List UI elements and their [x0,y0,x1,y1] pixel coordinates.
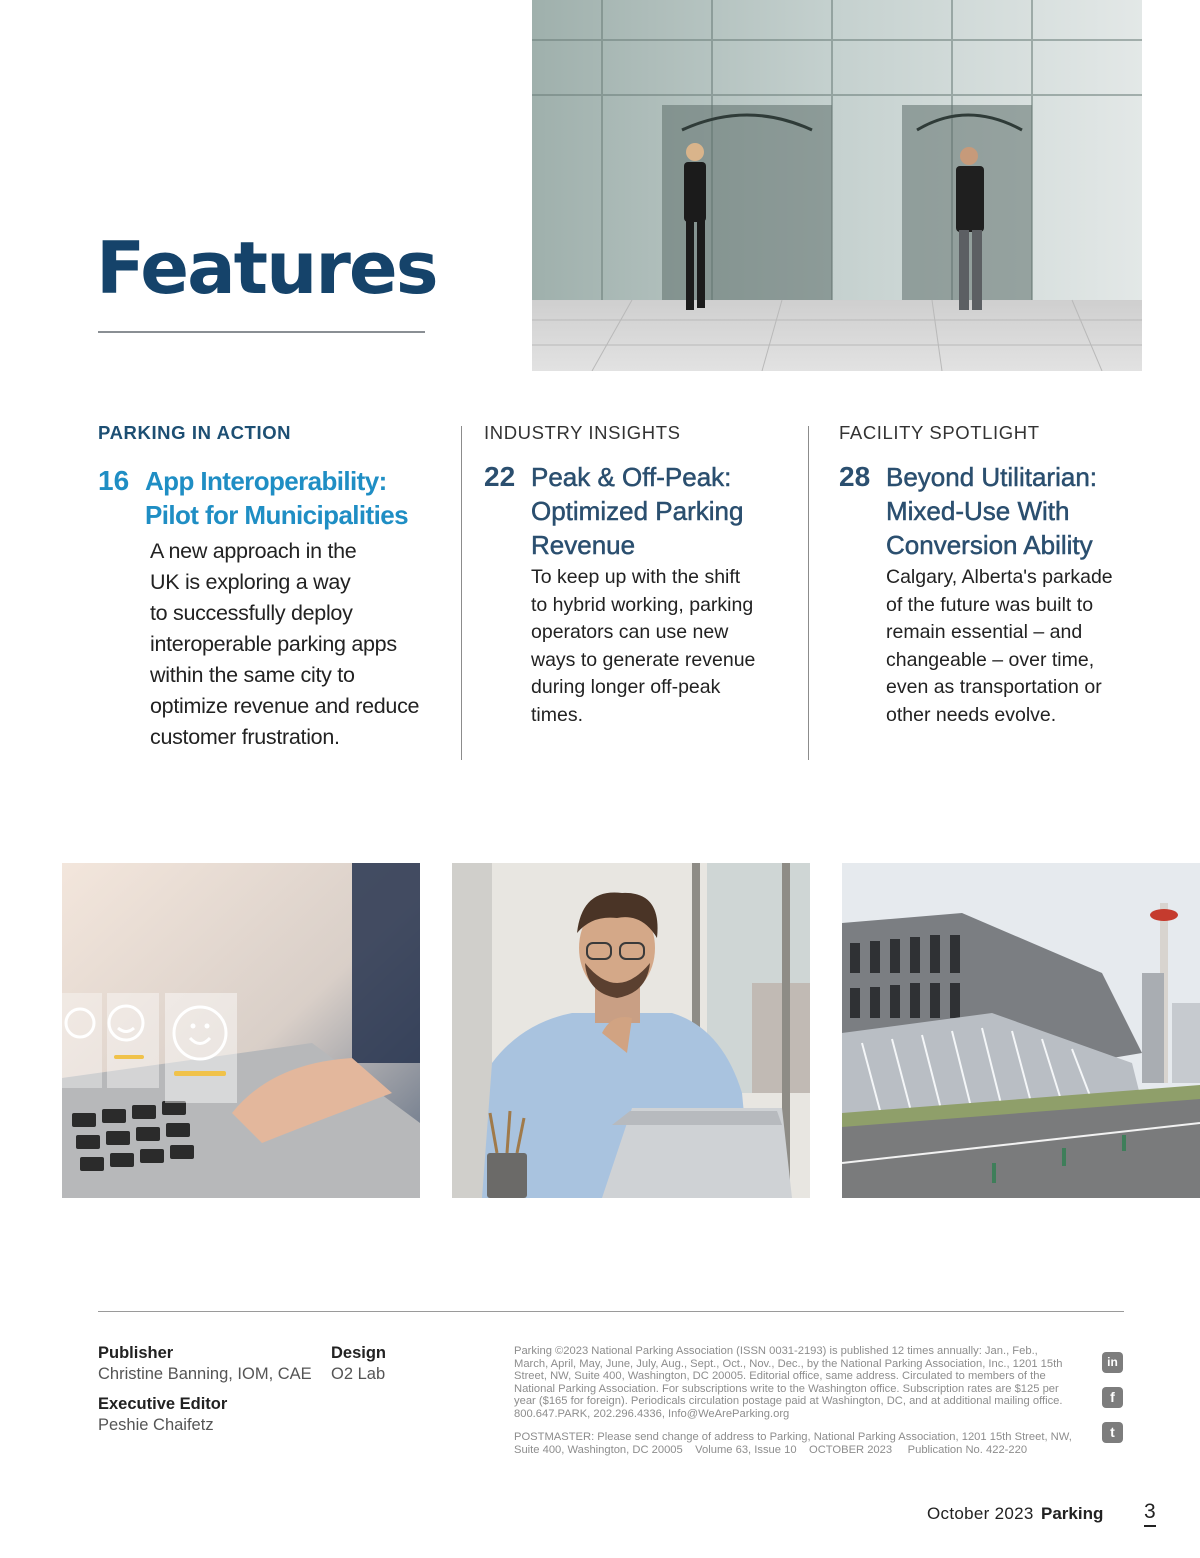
feature-page-number: 16 [98,465,130,496]
hero-photo [532,0,1142,371]
masthead-divider [98,1311,1124,1312]
feature-item-22[interactable] [484,420,784,729]
publication-notice: Parking ©2023 National Parking Association (ISSN 0031-2193) is published 12 times annually: Jan., Feb., March, April, May, June, July, Aug., Sept., Oct., Nov., Dec., by the National Parking Association, Inc., 1201 15th Street, NW, Suite 400, Washington, DC 20005. Editorial office, same address. Circulated to members of the National Parking Association. For subscriptions write to the Washington office. Subscription rates are $125 per year ($165 for foreign). Periodicals circulation postage paid at Washington, DC, and at additional mailing office. 800.647.PARK, 202.296.4336, Info@WeAreParking.org [514,1345,1063,1420]
postmaster-notice: POSTMASTER: Please send change of address to Parking, National Parking Association, 1201 15th Street, NW, Suite 400, Washington, DC 20005 Volume 63, Issue 10 OCTOBER 2023 Publication No. 422-220 [514,1431,1072,1456]
magazine-name: Parking [1041,1504,1104,1523]
credit-publisher: Publisher Christine Banning, IOM, CAE [98,1344,312,1383]
feature-page-number: 22 [484,461,516,492]
feature-description: Calgary, Alberta's parkade of the future was built to remain essential – and changeable – over time, even as transportation or other needs evolve. [886,566,1113,726]
page-number: 3 [1144,1500,1156,1527]
feature-item-28[interactable] [839,420,1159,729]
credit-design: Design O2 Lab [331,1344,387,1383]
feature-title[interactable]: Peak & Off-Peak: Optimized Parking Revenue [531,462,744,560]
page-title: Features [96,226,437,310]
column-divider [461,426,462,760]
issue-date: October 2023 [927,1504,1034,1523]
section-label: PARKING IN ACTION [98,422,292,443]
tumblr-icon[interactable]: t [1102,1422,1123,1443]
feature-photo-calgary-parkade[interactable] [842,863,1200,1198]
column-divider [808,426,809,760]
feature-title[interactable]: App Interoperability: Pilot for Municipalities [145,466,408,530]
title-divider [98,331,425,333]
section-label: FACILITY SPOTLIGHT [839,422,1040,443]
feature-photo-laptop-ratings[interactable] [62,863,420,1198]
feature-description: To keep up with the shift to hybrid working, parking operators can use new ways to generate revenue during longer off-peak times. [531,566,756,726]
linkedin-icon[interactable]: in [1102,1352,1123,1373]
feature-item-16[interactable] [98,420,448,753]
facebook-icon[interactable]: f [1102,1387,1123,1408]
feature-title[interactable]: Beyond Utilitarian: Mixed-Use With Conversion Ability [886,462,1097,560]
section-label: INDUSTRY INSIGHTS [484,422,681,443]
feature-photo-man-laptop[interactable] [452,863,810,1198]
feature-description: A new approach in the UK is exploring a way to successfully deploy interoperable parking apps within the same city to optimize revenue and reduce customer frustration. [150,539,420,749]
credit-executive-editor: Executive Editor Peshie Chaifetz [98,1395,228,1434]
feature-page-number: 28 [839,461,871,492]
